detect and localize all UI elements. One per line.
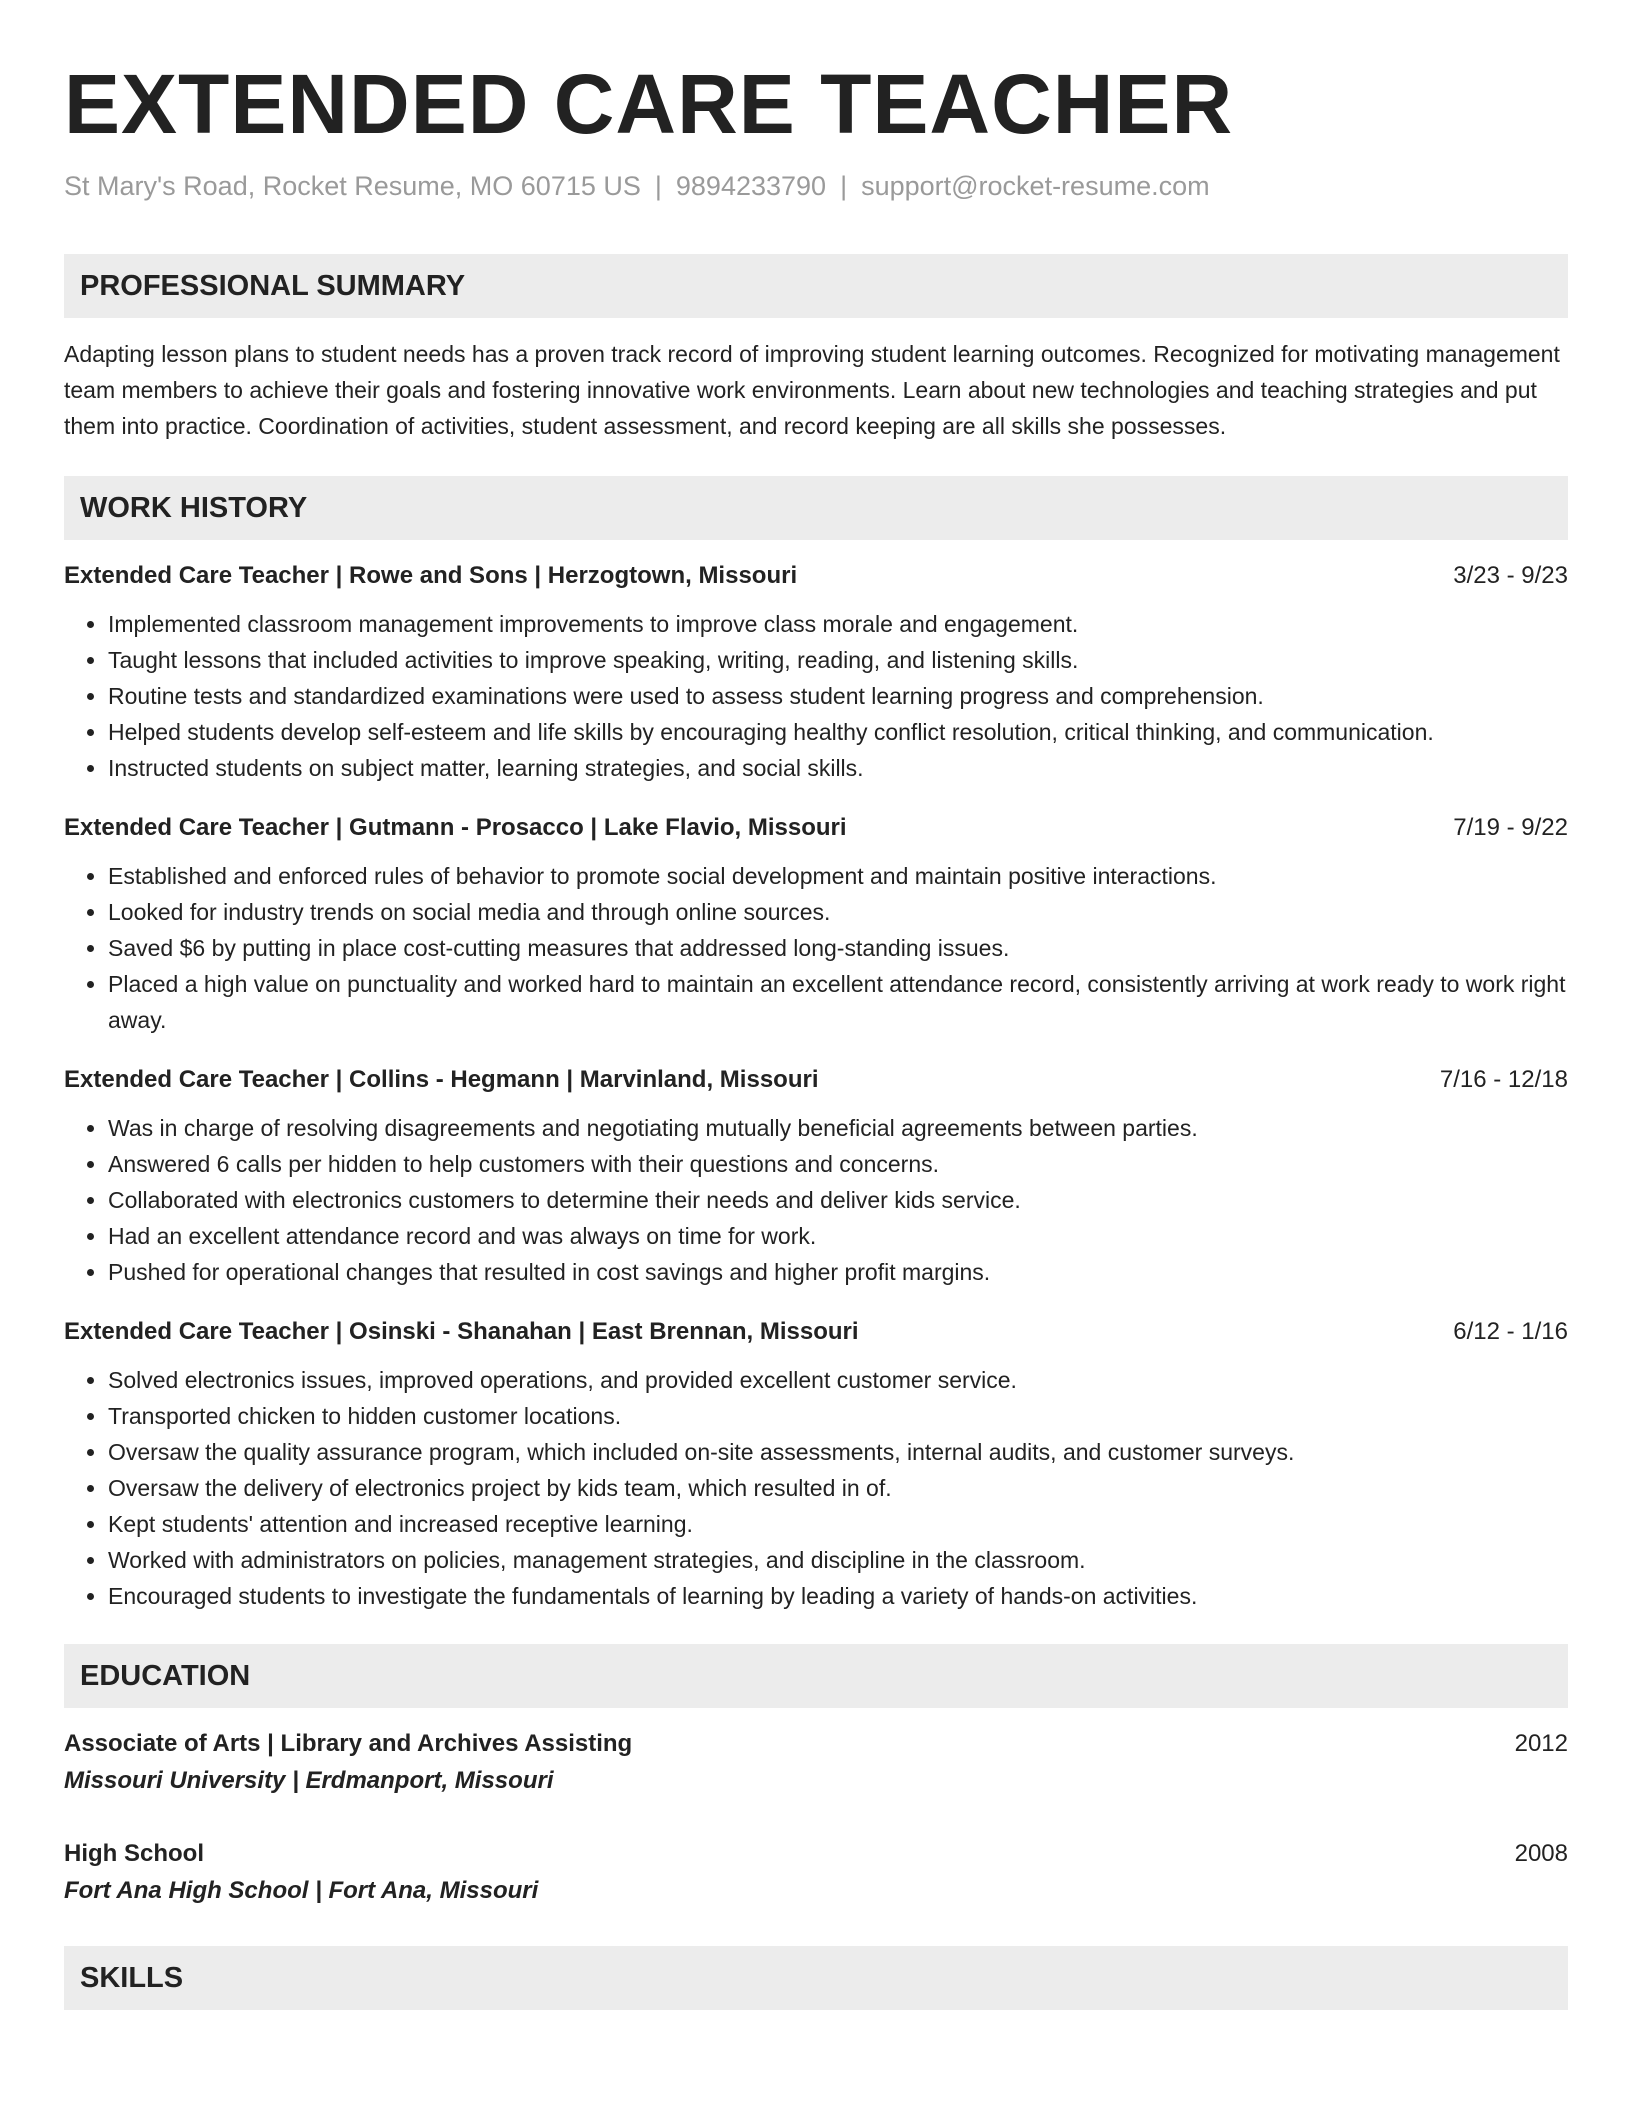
job-bullet: • Instructed students on subject matter, learning strategies, and social skills.: [108, 750, 1568, 786]
contact-line: [64, 168, 1568, 204]
education-entry: [64, 1836, 1568, 1910]
education-entry: [64, 1726, 1568, 1800]
job-bullet: • Collaborated with electronics customers to determine their needs and deliver kids service.: [108, 1182, 1568, 1218]
job-bullets: [64, 1110, 1568, 1290]
education-year: 2012: [1514, 1730, 1568, 1757]
section-heading-work-history: WORK HISTORY: [64, 476, 1568, 540]
job-title: Extended Care Teacher | Osinski - Shanahan | East Brennan, Missouri: [64, 1318, 859, 1345]
job-title: Extended Care Teacher | Gutmann - Prosacco | Lake Flavio, Missouri: [64, 814, 847, 841]
job-bullet: • Saved $6 by putting in place cost-cutting measures that addressed long-standing issues.: [108, 930, 1568, 966]
job-entry: [64, 1064, 1568, 1290]
job-bullet: • Looked for industry trends on social media and through online sources.: [108, 894, 1568, 930]
section-heading-education: EDUCATION: [64, 1644, 1568, 1708]
contact-address: St Mary's Road, Rocket Resume, MO 60715 US: [64, 171, 641, 201]
job-bullet: • Established and enforced rules of behavior to promote social development and maintain positive interactions.: [108, 858, 1568, 894]
job-bullet: • Pushed for operational changes that resulted in cost savings and higher profit margins.: [108, 1254, 1568, 1290]
job-bullet: • Worked with administrators on policies, management strategies, and discipline in the classroom.: [108, 1542, 1568, 1578]
education-degree: High School: [64, 1840, 204, 1867]
job-bullet: • Answered 6 calls per hidden to help customers with their questions and concerns.: [108, 1146, 1568, 1182]
job-bullet: • Taught lessons that included activities to improve speaking, writing, reading, and listening skills.: [108, 642, 1568, 678]
job-bullet: • Implemented classroom management improvements to improve class morale and engagement.: [108, 606, 1568, 642]
job-date: 7/16 - 12/18: [1439, 1066, 1568, 1093]
job-bullet: • Solved electronics issues, improved operations, and provided excellent customer service.: [108, 1362, 1568, 1398]
job-title: Extended Care Teacher | Collins - Hegmann | Marvinland, Missouri: [64, 1066, 819, 1093]
job-bullet: • Encouraged students to investigate the fundamentals of learning by leading a variety of hands-on activities.: [108, 1578, 1568, 1614]
job-bullet: • Placed a high value on punctuality and worked hard to maintain an excellent attendance record, consistently arriving at work ready to work right away.: [108, 966, 1568, 1038]
job-entry: [64, 812, 1568, 1038]
job-bullet: • Kept students' attention and increased receptive learning.: [108, 1506, 1568, 1542]
section-heading-skills: SKILLS: [64, 1946, 1568, 2010]
job-entry: [64, 560, 1568, 786]
education-degree: Associate of Arts | Library and Archives Assisting: [64, 1730, 633, 1757]
job-bullets: [64, 858, 1568, 1038]
job-bullet: • Helped students develop self-esteem and life skills by encouraging healthy conflict resolution, critical thinking, and communication.: [108, 714, 1568, 750]
contact-separator: |: [840, 171, 848, 201]
job-bullet: • Was in charge of resolving disagreements and negotiating mutually beneficial agreements between parties.: [108, 1110, 1568, 1146]
job-bullet: • Oversaw the quality assurance program, which included on-site assessments, internal audits, and customer surveys.: [108, 1434, 1568, 1470]
summary-text: Adapting lesson plans to student needs has a proven track record of improving student learning outcomes. Recognized for motivating management team members to achieve their goals and fostering innovative work environments. Learn about new technologies and teaching strategies and put them into practice. Coordination of activities, student assessment, and record keeping are all skills she possesses.: [64, 341, 1560, 439]
job-bullet: • Oversaw the delivery of electronics project by kids team, which resulted in of.: [108, 1470, 1568, 1506]
contact-phone: 9894233790: [675, 171, 827, 201]
job-bullet: • Transported chicken to hidden customer locations.: [108, 1398, 1568, 1434]
contact-separator: |: [654, 171, 662, 201]
job-bullets: [64, 606, 1568, 786]
job-entry: [64, 1316, 1568, 1614]
job-date: 3/23 - 9/23: [1453, 562, 1568, 589]
education-school: Missouri University | Erdmanport, Missouri: [64, 1767, 554, 1794]
job-title: Extended Care Teacher | Rowe and Sons | Herzogtown, Missouri: [64, 562, 798, 589]
contact-email: support@rocket-resume.com: [861, 171, 1210, 201]
job-bullet: • Had an excellent attendance record and was always on time for work.: [108, 1218, 1568, 1254]
candidate-name: EXTENDED CARE TEACHER: [64, 57, 1234, 151]
job-date: 6/12 - 1/16: [1453, 1318, 1568, 1345]
job-bullet: • Routine tests and standardized examinations were used to assess student learning progress and comprehension.: [108, 678, 1568, 714]
section-heading-summary: PROFESSIONAL SUMMARY: [64, 254, 1568, 318]
resume-page: [64, 56, 1568, 2010]
education-school: Fort Ana High School | Fort Ana, Missouri: [64, 1877, 539, 1904]
job-bullets: [64, 1362, 1568, 1614]
job-date: 7/19 - 9/22: [1453, 814, 1568, 841]
education-year: 2008: [1514, 1840, 1568, 1867]
